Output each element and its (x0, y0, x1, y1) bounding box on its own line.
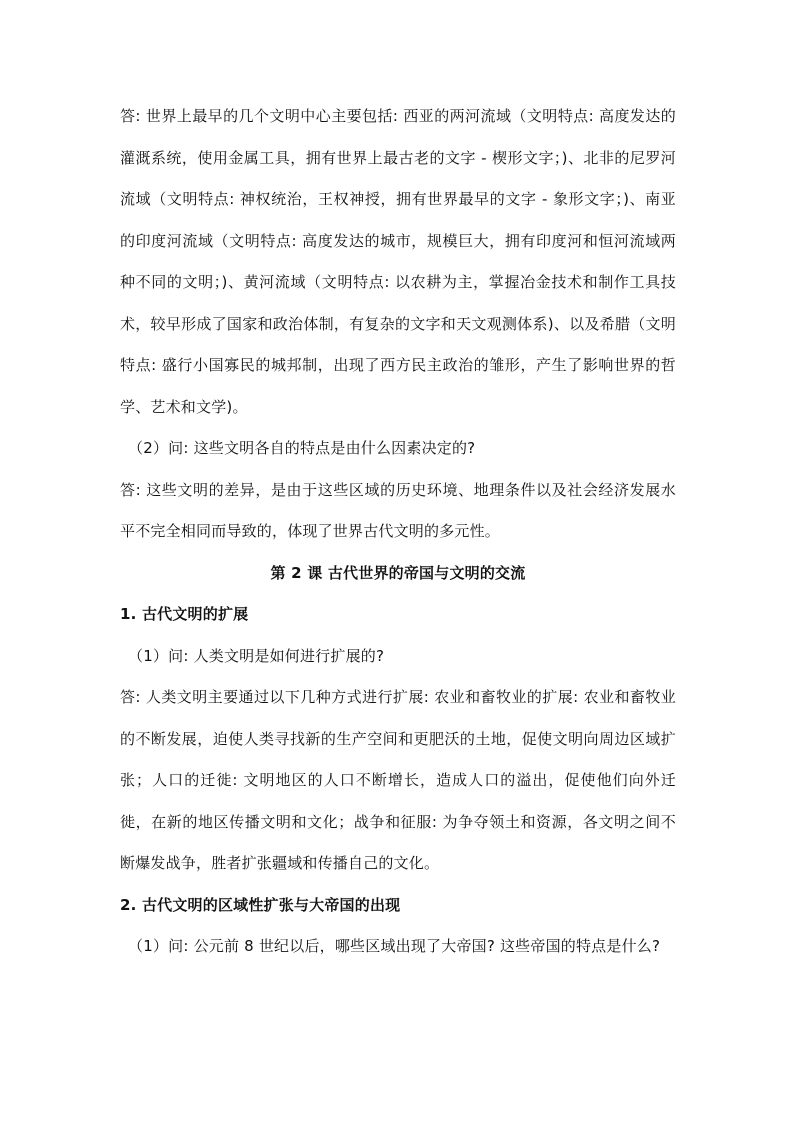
answer-paragraph-civilization-centers: 答: 世界上最早的几个文明中心主要包括: 西亚的两河流域（文明特点: 高度发达的灌溉系统，使用金属工具，拥有世界上最古老的文字 - 楔形文字；)、北非的尼罗河流域（文明特点: 神权统治，王权神授，拥有世界最早的文字 - 象形文字；)、南亚的印度河流域（文明特点: 高度发达的城市，规模巨大，拥有印度河和恒河流域两种不同的文明；)、黄河流域（文明特点: 以农耕为主，掌握冶金技术和制作工具技术，较早形成了国家和政治体制，有复杂的文字和天文观测体系)、以及希腊（文明特点: 盛行小国寡民的城邦制，出现了西方民主政治的雏形，产生了影响世界的哲学、艺术和文学)。 (120, 107, 676, 416)
lesson-title: 第 2 课 古代世界的帝国与文明的交流 (270, 563, 526, 582)
question-paragraph-expansion: （1）问: 人类文明是如何进行扩展的? (128, 646, 385, 665)
section-heading-expansion: 1. 古代文明的扩展 (120, 605, 249, 623)
document-body (120, 96, 676, 968)
answer-paragraph-expansion: 答: 人类文明主要通过以下几种方式进行扩展: 农业和畜牧业的扩展: 农业和畜牧业的不断发展，迫使人类寻找新的生产空间和更肥沃的土地，促使文明向周边区域扩张；人口的迁徙: 文明地区的人口不断增长，造成人口的溢出，促使他们向外迁徙，在新的地区传播文明和文化；战争和征服: 为争夺领土和资源，各文明之间不断爆发战争，胜者扩张疆域和传播自己的文化。 (120, 688, 676, 872)
question-paragraph-empires: （1）问: 公元前 8 世纪以后，哪些区域出现了大帝国? 这些帝国的特点是什么? (128, 937, 661, 955)
answer-paragraph-characteristics: 答: 这些文明的差异，是由于这些区域的历史环境、地理条件以及社会经济发展水平不完全相同而导致的，体现了世界古代文明的多元性。 (120, 480, 676, 540)
question-paragraph-characteristics: （2）问: 这些文明各自的特点是由什么因素决定的? (128, 439, 476, 457)
section-heading-empires: 2. 古代文明的区域性扩张与大帝国的出现 (120, 895, 401, 914)
